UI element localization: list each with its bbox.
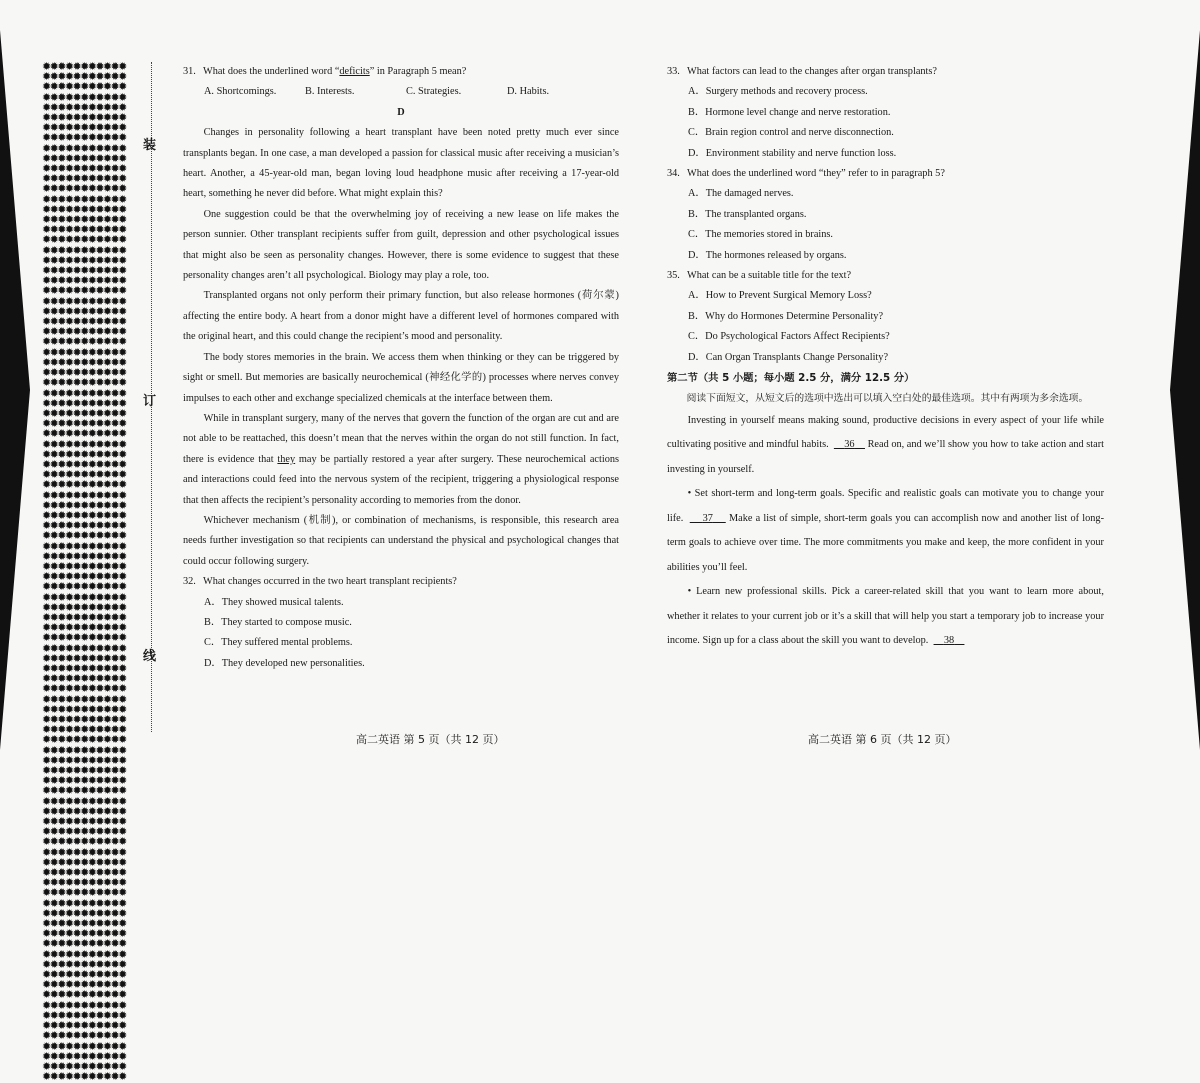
passage-paragraph-6: Whichever mechanism (机制), or combination of mechanisms, is responsible, this research area needs further investigation so that recipients can understand the physical and psychological changes that could occur following surgery. [183,514,619,567]
option-a: A．They showed musical talents. [204,596,344,608]
option-b: B．Hormone level change and nerve restoration. [688,106,891,118]
binding-char-ding: 订 [143,394,157,409]
question-number: 32. [183,576,196,588]
option-c: C．Brain region control and nerve disconnection. [688,127,894,139]
underlined-word-they: they [277,453,296,465]
passage-paragraph-2: One suggestion could be that the overwhelming joy of receiving a new lease on life makes the person sunnier. Other transplant recipients suffer from guilt, depression and other psychological issues that might also be seen as personality changes. However, there is some evidence to suggest that these personality changes aren’t all psychological. Biology may play a role, too. [183,208,619,282]
option-b: B．They started to compose music. [204,616,352,628]
passage-paragraph-1: Changes in personality following a heart transplant have been noted pretty much ever since transplants began. In one case, a man developed a passion for classical music after receiving a musician’s heart. Another, a 45-year-old man, began loving loud headphone music after receiving a 17-year-old heart, something he never did before. What might explain this? [183,127,619,200]
question-stem: What does the underlined word “they” refer to in paragraph 5? [687,168,945,180]
option-c: C．Do Psychological Factors Affect Recipients? [688,331,890,343]
decorative-star-border: ✹✹✹✹✹✹✹✹✹✹✹✹✹✹✹✹✹✹✹✹✹✹✹✹✹✹✹✹✹✹✹✹✹✹✹✹✹✹✹✹✹✹✹✹✹✹✹✹✹✹✹✹✹✹✹✹✹✹✹✹✹✹✹✹✹✹✹✹✹✹✹✹✹✹✹✹✹✹✹✹✹✹✹✹✹✹✹✹✹✹✹✹✹✹✹✹✹✹✹✹✹✹✹✹✹✹✹✹✹✹✹✹✹✹✹✹✹✹✹✹✹✹✹✹✹✹✹✹✹✹✹✹✹✹✹✹✹✹✹✹✹✹✹✹✹✹✹✹✹✹✹✹✹✹✹✹✹✹✹✹✹✹✹✹✹✹✹✹✹✹✹✹✹✹✹✹✹✹✹✹✹✹✹✹✹✹✹✹✹✹✹✹✹✹✹✹✹✹✹✹✹✹✹✹✹✹✹✹✹✹✹✹✹✹✹✹✹✹✹✹✹✹✹✹✹✹✹✹✹✹✹✹✹✹✹✹✹✹✹✹✹✹✹✹✹✹✹✹✹✹✹✹✹✹✹✹✹✹✹✹✹✹✹✹✹✹✹✹✹✹✹✹✹✹✹✹✹✹✹✹✹✹✹✹✹✹✹✹✹✹✹✹✹✹✹✹✹✹✹✹✹✹✹✹✹✹✹✹✹✹✹✹✹✹✹✹✹✹✹✹✹✹✹✹✹✹✹✹✹✹✹✹✹✹✹✹✹✹✹✹✹✹✹✹✹✹✹✹✹✹✹✹✹✹✹✹✹✹✹✹✹✹✹✹✹✹✹✹✹✹✹✹✹✹✹✹✹✹✹✹✹✹✹✹✹✹✹✹✹✹✹✹✹✹✹✹✹✹✹✹✹✹✹✹✹✹✹✹✹✹✹✹✹✹✹✹✹✹✹✹✹✹✹✹✹✹✹✹✹✹✹✹✹✹✹✹✹✹✹✹✹✹✹✹✹✹✹✹✹✹✹✹✹✹✹✹✹✹✹✹✹✹✹✹✹✹✹✹✹✹✹✹✹✹✹✹✹✹✹✹✹✹✹✹✹✹✹✹✹✹✹✹✹✹✹✹✹✹✹✹✹✹✹✹✹✹✹✹✹✹✹✹✹✹✹✹✹✹✹✹✹✹✹✹✹✹✹✹✹✹✹✹✹✹✹✹✹✹✹✹✹✹✹✹✹✹✹✹✹✹✹✹✹✹✹✹✹✹✹✹✹✹✹✹✹✹✹✹✹✹✹✹✹✹✹✹✹✹✹✹✹✹✹✹✹✹✹✹✹✹✹✹✹✹✹✹✹✹✹✹✹✹✹✹✹✹✹✹✹✹✹✹✹✹✹✹✹✹✹✹✹✹✹✹✹✹✹✹✹✹✹✹✹✹✹✹✹✹✹✹✹✹✹✹✹✹✹✹✹✹✹✹✹✹✹✹✹✹✹✹✹✹✹✹✹✹✹✹✹✹✹✹✹✹✹✹✹✹✹✹✹✹✹✹✹✹✹✹✹✹✹✹✹✹✹✹✹✹✹✹✹✹✹✹✹✹✹✹✹✹✹✹✹✹✹✹✹✹✹✹✹✹✹✹✹✹✹✹✹✹✹✹✹✹✹✹✹✹✹✹✹✹✹✹✹✹✹✹✹✹✹✹✹✹✹✹✹✹✹✹✹✹✹✹✹✹✹✹✹✹✹✹✹✹✹✹✹✹✹✹✹✹✹✹✹✹✹✹✹✹✹✹✹✹✹✹✹✹✹✹✹✹✹✹✹✹✹✹✹✹✹✹✹✹✹✹✹✹✹✹✹✹✹✹✹✹✹✹✹✹✹✹✹✹✹✹✹✹✹✹✹✹✹✹✹✹✹✹✹✹✹✹✹✹✹✹✹✹✹✹✹✹✹✹✹✹✹✹✹✹✹✹✹✹✹✹✹✹✹✹✹✹✹✹✹✹✹✹✹✹✹✹✹✹✹✹✹✹✹✹✹✹✹✹✹✹✹✹✹✹✹✹✹✹✹✹✹✹✹✹✹✹✹✹✹✹✹✹✹✹✹✹✹✹✹✹✹✹✹✹✹✹✹✹✹✹✹✹✹✹✹✹✹✹✹✹✹✹✹✹✹✹✹✹✹✹✹✹✹✹✹✹✹✹✹✹✹✹✹✹✹✹✹✹✹✹✹✹✹✹✹✹✹✹✹✹✹✹✹✹✹✹✹✹✹✹✹✹✹✹✹✹✹✹✹✹✹✹✹✹✹✹✹✹✹✹✹✹✹✹✹✹✹✹✹✹✹✹✹✹✹✹✹✹✹✹✹✹✹✹✹✹✹✹✹✹✹✹✹✹✹✹✹✹✹✹✹✹✹✹✹✹✹✹✹✹✹✹✹✹✹✹✹✹✹✹✹✹✹✹✹✹✹✹✹✹✹✹✹✹ [42,60,126,1083]
passage-paragraph-3: Transplanted organs not only perform their primary function, but also release hormones (荷尔蒙) affecting the entire body. A heart from a donor might have a different level of hormones compared with the original heart, and this could change the recipient’s mood and personality. [183,290,619,343]
option-d: D．Can Organ Transplants Change Personality? [688,351,889,363]
question-34 [667,164,1104,184]
question-stem: What can be a suitable title for the text? [687,270,852,282]
passage-paragraph-5: While in transplant surgery, many of the nerves that govern the function of the organ are cut and are not able to be reattached, this doesn’t mean that the nerves within the organ do not still function. In fact, there is evidence that they may be partially restored a year after surgery. These neurochemical actions and interactions could feed into the nervous system of the recipient, triggering a physiological response that then affects the recipient’s personality according to memories from the donor. [183,412,620,506]
option-a: A．The damaged nerves. [688,188,794,200]
option-c: C. Strategies. [406,86,462,98]
binding-char-zhuang: 装 [143,138,157,153]
cloze-paragraph-2: • Set short-term and long-term goals. Specific and realistic goals can motivate you to change your life. 37 Make a list of simple, short-term goals you can accomplish now and another list of long-term goals to achieve over time. The more commitments you make and keep, the more confident in your abilities you’ll feel. [667,488,1105,573]
question-33 [667,62,1104,82]
option-d: D．Environment stability and nerve function loss. [688,147,897,159]
cloze-paragraph-1: Investing in yourself means making sound, productive decisions in every aspect of your life while cultivating positive and mindful habits. 36 Read on, and we’ll show you how to take action and start investing in yourself. [667,414,1105,475]
question-32 [183,572,619,592]
page-5 [183,62,619,674]
binding-edge-right [1170,30,1200,750]
question-31-options [183,82,619,102]
option-c: C．The memories stored in brains. [688,229,833,241]
section-2-heading: 第二节（共 5 小题；每小题 2.5 分，满分 12.5 分） [667,372,915,385]
question-number: 35. [667,270,680,282]
option-a: A. Shortcomings. [204,86,277,98]
question-stem: What does the underlined word “deficits” in Paragraph 5 mean? [203,66,467,77]
passage-paragraph-4: The body stores memories in the brain. We access them when thinking or they can be triggered by sight or smell. But memories are basically neurochemical (神经化学的) processes where nerves convey impulses to each other and exchange specialized chemicals at the interface between them. [183,351,619,404]
option-b: B. Interests. [305,86,355,98]
question-number: 31. [183,66,196,77]
page-6 [667,62,1104,654]
option-d: D．The hormones released by organs. [688,249,847,261]
blank-37[interactable]: 37 [702,512,713,524]
blank-36[interactable]: 36 [844,439,855,451]
option-d: D. Habits. [507,86,550,98]
question-stem: What changes occurred in the two heart transplant recipients? [203,576,457,588]
option-b: B．The transplanted organs. [688,208,807,220]
underlined-word: deficits [339,66,370,77]
question-31 [183,62,619,82]
page-footer-6: 高二英语 第 6 页（共 12 页） [808,733,957,746]
binding-char-xian: 线 [143,649,157,664]
cloze-paragraph-3: • Learn new professional skills. Pick a career-related skill that you want to learn more about, whether it relates to your current job or it’s a skill that will help you start a temporary job to increase your income. Sign up for a class about the skill you want to develop. 38 [667,586,1104,647]
question-number: 34. [667,168,680,180]
binding-edge-left [0,30,30,750]
section-letter: D [397,106,405,118]
option-a: A．How to Prevent Surgical Memory Loss? [688,290,872,302]
question-35 [667,266,1104,286]
option-d: D．They developed new personalities. [204,657,365,669]
option-a: A．Surgery methods and recovery process. [688,86,868,98]
question-stem: What factors can lead to the changes after organ transplants? [687,66,937,77]
section-2-instruction: 阅读下面短文，从短文后的选项中选出可以填入空白处的最佳选项。其中有两项为多余选项。 [686,392,1089,404]
question-number: 33. [667,66,680,77]
option-c: C．They suffered mental problems. [204,637,353,649]
page-footer-5: 高二英语 第 5 页（共 12 页） [356,733,505,746]
option-b: B．Why do Hormones Determine Personality? [688,310,884,322]
blank-38[interactable]: 38 [943,635,955,647]
